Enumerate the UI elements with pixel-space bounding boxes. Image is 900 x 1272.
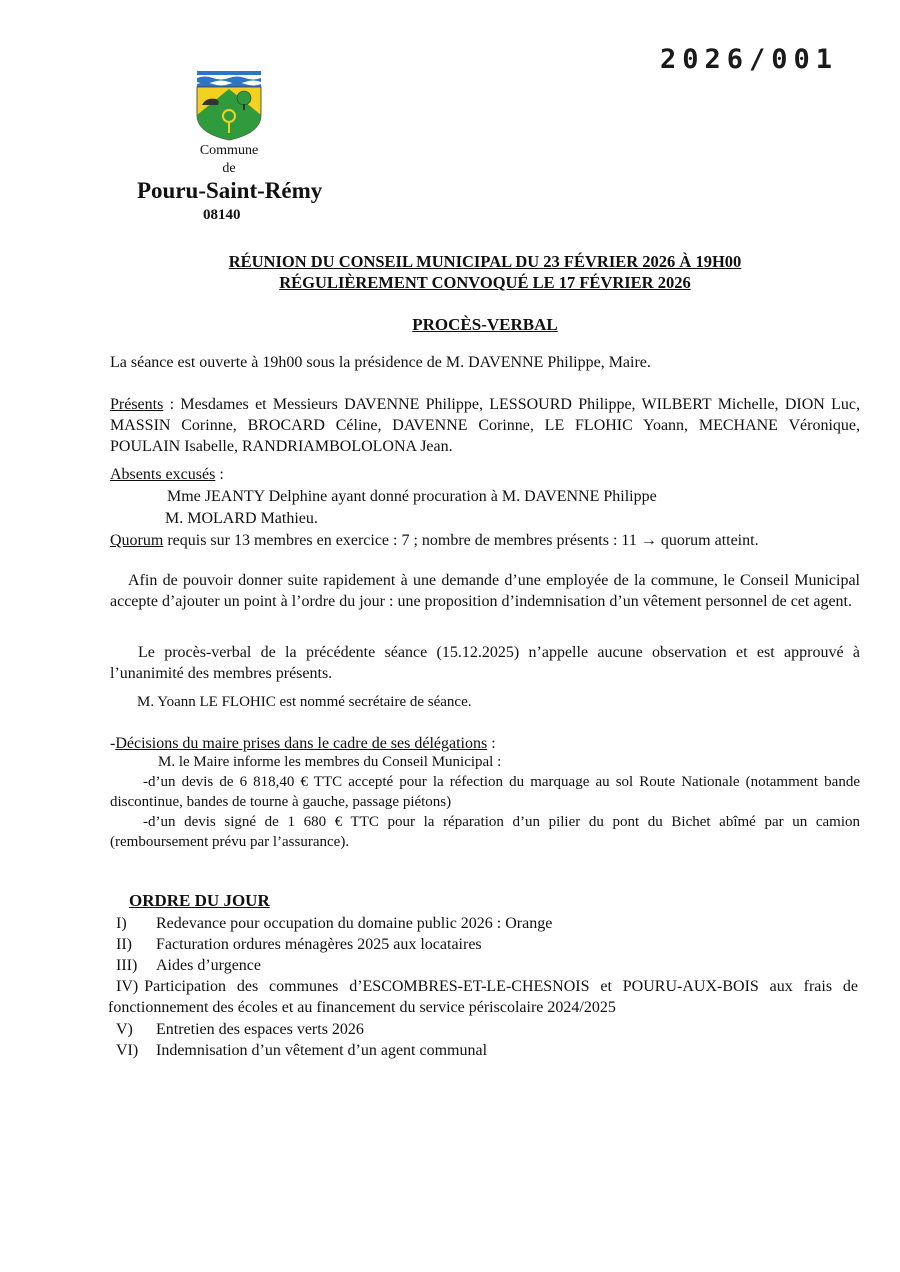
agenda-item-text: Redevance pour occupation du domaine public 2026 : Orange [156,915,553,932]
agenda-item-number: VI) [116,1042,139,1059]
absents-suffix: : [215,466,224,483]
presents-label: Présents [110,396,164,413]
agenda-item-text: Facturation ordures ménagères 2025 aux locataires [156,936,482,953]
opening-text: La séance est ouverte à 19h00 sous la présidence de M. DAVENNE Philippe, Maire. [110,354,651,371]
absents-heading [110,464,860,485]
quorum-label: Quorum [110,532,164,549]
secretary-text: M. Yoann LE FLOHIC est nommé secrétaire de séance. [137,694,472,710]
agenda-item [108,1019,858,1040]
decisions-heading [110,733,860,754]
agenda-item [108,955,858,976]
town-name: Pouru-Saint-Rémy [137,178,323,203]
agenda-item-text: Aides d’urgence [156,957,261,974]
absent-item-1: Mme JEANTY Delphine ayant donné procuration à M. DAVENNE Philippe [167,488,657,505]
decisions-intro: M. le Maire informe les membres du Conseil Municipal : [158,754,502,770]
agenda-add-paragraph: Afin de pouvoir donner suite rapidement à une demande d’une employée de la commune, le Conseil Municipal accepte d’ajouter un point à l’ordre du jour : une proposition d’indemnisation d’un vêtement personnel de cet agent. [110,572,860,610]
agenda-item [108,976,858,1018]
document-number-stamp: 2026/001 [660,44,839,75]
coat-of-arms-logo [196,71,262,141]
presents-paragraph [110,394,860,457]
absent-item-2: M. MOLARD Mathieu. [165,510,318,527]
agenda-item [108,934,858,955]
quorum-text: requis sur 13 membres en exercice : 7 ; nombre de membres présents : 11 → quorum atteint. [163,532,759,549]
agenda-item-number: II) [116,936,132,953]
postal-code: 08140 [203,207,241,223]
agenda-item-text: Entretien des espaces verts 2026 [156,1021,364,1038]
commune-label: Commune de [199,143,259,176]
agenda-item [108,1040,858,1061]
decision-item-2: -d’un devis signé de 1 680 € TTC pour la réparation d’un pilier du pont du Bichet abîmé par un camion (remboursement prévu par l’assurance). [110,814,860,850]
agenda-item-text: Indemnisation d’un vêtement d’un agent communal [156,1042,488,1059]
agenda-item-number: IV) [116,978,139,995]
absents-label: Absents excusés [110,466,216,483]
agenda-item-text: Participation des communes d’ESCOMBRES-ET-LE-CHESNOIS et POURU-AUX-BOIS aux frais de fonctionnement des écoles et au financement du service périscolaire 2024/2025 [108,978,858,1016]
agenda-item-number: V) [116,1021,133,1038]
agenda-title: ORDRE DU JOUR [129,891,270,910]
meeting-title-line1: RÉUNION DU CONSEIL MUNICIPAL DU 23 FÉVRIER 2026 À 19H00 [228,252,742,271]
decisions-prefix: - [110,735,116,752]
agenda-item-number: I) [116,915,127,932]
meeting-title-line2: RÉGULIÈREMENT CONVOQUÉ LE 17 FÉVRIER 2026 [279,273,691,292]
agenda-item-number: III) [116,957,138,974]
quorum-paragraph [110,530,870,551]
decisions-suffix: : [487,735,496,752]
decision-item-1: -d’un devis de 6 818,40 € TTC accepté pour la réfection du marquage au sol Route Nationale (notamment bande discontinue, bandes de tourne à gauche, passage piétons) [110,774,860,810]
presents-text: : Mesdames et Messieurs DAVENNE Philippe, LESSOURD Philippe, WILBERT Michelle, DION Luc, MASSIN Corinne, BROCARD Céline, DAVENNE Corinne, LE FLOHIC Yoann, MECHANE Véronique, POULAIN Isabelle, RANDRIAMBOLOLONA Jean. [110,396,860,455]
decisions-label: Décisions du maire prises dans le cadre de ses délégations [115,735,488,752]
agenda-item [108,913,858,934]
previous-pv-paragraph: Le procès-verbal de la précédente séance (15.12.2025) n’appelle aucune observation et est approuvé à l’unanimité des membres présents. [110,644,860,682]
pv-title: PROCÈS-VERBAL [412,315,558,334]
